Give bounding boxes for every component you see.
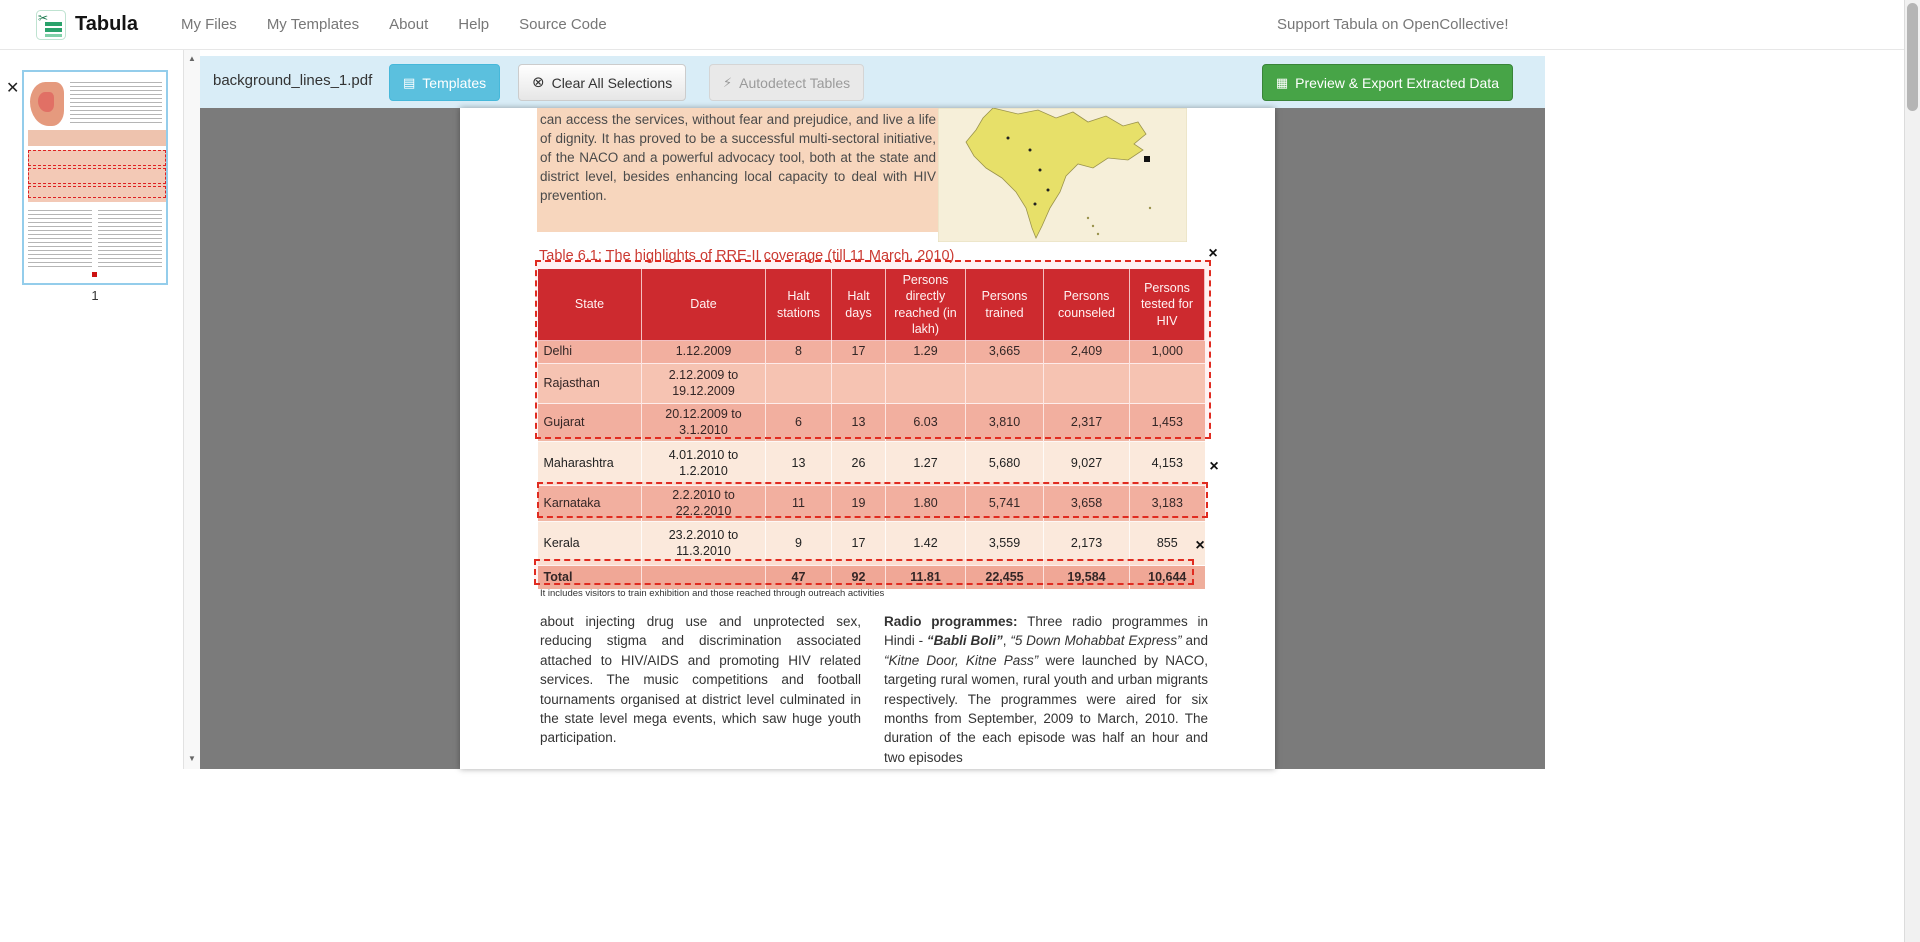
- table-cell: 3,183: [1130, 486, 1205, 522]
- nav-item-my-templates[interactable]: My Templates: [266, 16, 360, 33]
- thumbnail-selection-box: [28, 186, 166, 198]
- nav-item-my-files[interactable]: My Files: [180, 16, 237, 33]
- thumbnail-selection-dot: [92, 272, 97, 277]
- table-cell: Maharashtra: [538, 442, 642, 486]
- page-sidebar: [0, 50, 183, 769]
- templates-button-label: Templates: [422, 74, 487, 91]
- table-selection-region-1[interactable]: [535, 260, 1211, 439]
- document-filename: background_lines_1.pdf: [213, 72, 373, 89]
- table-cell: Total: [538, 566, 642, 589]
- table-row: [538, 442, 1205, 486]
- table-cell: 4.01.2010 to 1.2.2010: [642, 442, 766, 486]
- table-cell: Gujarat: [538, 404, 642, 442]
- selection-close-icon[interactable]: ×: [1209, 458, 1219, 475]
- thumbnail-map-image: [30, 82, 64, 126]
- table-cell: 47: [766, 566, 832, 589]
- table-cell: 11.81: [886, 566, 966, 589]
- table-cell: 855: [1130, 522, 1205, 566]
- table-cell: 13: [766, 442, 832, 486]
- support-link[interactable]: Support Tabula on OpenCollective!: [1277, 16, 1509, 33]
- thumbnail-text-column: [98, 210, 162, 268]
- text-segment: were launched by NACO, targeting rural women, rural youth and urban migrants respectively. The programmes were aired for six months from September, 2009 to March, 2010. The duration of the each episode was half an hour and two episodes: [884, 652, 1208, 765]
- body-text-left-column: about injecting drug use and unprotected sex, reducing stigma and discrimination associated attached to HIV/AIDS and promoting HIV related services. The music competitions and football tournaments organised at district level culminated in the state level mega events, which saw huge youth participation.: [540, 614, 861, 746]
- text-segment: “5 Down Mohabbat Express”: [1010, 633, 1182, 649]
- text-segment: ,: [1002, 633, 1011, 649]
- autodetect-tables-button[interactable]: [709, 64, 864, 101]
- table-header-cell: Persons tested for HIV: [1130, 269, 1205, 341]
- text-segment: “Kitne Door, Kitne Pass”: [884, 652, 1039, 668]
- pdf-viewer-canvas: [200, 108, 1545, 769]
- table-cell: 2.12.2009 to 19.12.2009: [642, 364, 766, 404]
- table-cell: 1,000: [1130, 341, 1205, 364]
- text-segment: “Babli Boli”: [926, 633, 1003, 649]
- table-cell: Rajasthan: [538, 364, 642, 404]
- table-cell: 1,453: [1130, 404, 1205, 442]
- nav-item-about[interactable]: About: [389, 16, 429, 33]
- svg-text:✂: ✂: [38, 10, 49, 25]
- table-caption: Table 6.1: The highlights of RRE-II coverage (till 11 March, 2010): [539, 248, 955, 264]
- table-header-cell: Halt days: [832, 269, 886, 341]
- table-header-cell: Halt stations: [766, 269, 832, 341]
- table-cell: 2,317: [1044, 404, 1130, 442]
- table-cell: 6.03: [886, 404, 966, 442]
- table-cell: 5,680: [966, 442, 1044, 486]
- navbar: [0, 0, 1920, 50]
- clear-button-label: Clear All Selections: [551, 74, 673, 91]
- text-segment: and: [1181, 633, 1208, 649]
- remove-page-button[interactable]: ✕: [6, 80, 20, 97]
- table-cell: 9: [766, 522, 832, 566]
- table-selection-region-2[interactable]: [537, 482, 1208, 518]
- body-text-right-column: [884, 612, 1208, 767]
- table-cell: 9,027: [1044, 442, 1130, 486]
- table-cell: 22,455: [966, 566, 1044, 589]
- thumbnail-selection-box: [28, 150, 166, 166]
- nav-item-source-code[interactable]: Source Code: [519, 16, 607, 33]
- table-header-cell: Persons directly reached (in lakh): [886, 269, 966, 341]
- export-button-label: Preview & Export Extracted Data: [1295, 74, 1499, 91]
- india-map-image: [938, 108, 1187, 242]
- table-cell: 23.2.2010 to 11.3.2010: [642, 522, 766, 566]
- text-segment: Radio programmes:: [884, 614, 1018, 629]
- thumbnail-pink-strip: [28, 130, 166, 146]
- sidebar-scrollbar[interactable]: [183, 50, 200, 769]
- thumbnail-selection-box: [28, 168, 166, 184]
- window-scrollbar[interactable]: [1904, 0, 1920, 942]
- table-cell: 2,173: [1044, 522, 1130, 566]
- nav-item-help[interactable]: Help: [458, 16, 490, 33]
- selection-close-icon[interactable]: ×: [1195, 537, 1205, 554]
- table-cell: 2,409: [1044, 341, 1130, 364]
- table-cell: 26: [832, 442, 886, 486]
- table-cell: 2.2.2010 to 22.2.2010: [642, 486, 766, 522]
- table-cell: 20.12.2009 to 3.1.2010: [642, 404, 766, 442]
- brand-title: Tabula: [75, 13, 138, 35]
- thumbnail-text-lines: [70, 82, 162, 126]
- table-cell: 4,153: [1130, 442, 1205, 486]
- table-cell: 1.29: [886, 341, 966, 364]
- table-header-cell: Date: [642, 269, 766, 341]
- table-cell: 3,559: [966, 522, 1044, 566]
- thumbnail-text-column: [28, 210, 92, 268]
- export-table-icon: ▦: [1275, 75, 1289, 90]
- thumbnail-table-region: [28, 150, 166, 202]
- table-cell: 1.12.2009: [642, 341, 766, 364]
- document-toolbar: [200, 56, 1545, 108]
- scroll-down-icon[interactable]: ▼: [188, 754, 196, 763]
- clear-all-selections-button[interactable]: [518, 64, 686, 101]
- table-cell: 10,644: [1130, 566, 1205, 589]
- table-cell: Kerala: [538, 522, 642, 566]
- intro-paragraph: can access the services, without fear and prejudice, and live a life of dignity. It has proved to be a successful multi-sectoral initiative, of the NACO and a powerful advocacy tool, both at the state and district level, besides enhancing local capacity to deal with HIV prevention.: [540, 112, 936, 203]
- table-cell: 19: [832, 486, 886, 522]
- autodetect-icon: ⚡: [723, 75, 733, 90]
- table-cell: 6: [766, 404, 832, 442]
- table-cell: 8: [766, 341, 832, 364]
- table-cell: Delhi: [538, 341, 642, 364]
- table-cell: 1.42: [886, 522, 966, 566]
- page-thumbnail[interactable]: [22, 70, 168, 285]
- templates-icon: ▤: [403, 75, 416, 90]
- templates-button[interactable]: [389, 64, 500, 101]
- table-cell: 5,741: [966, 486, 1044, 522]
- table-cell: 3,810: [966, 404, 1044, 442]
- scroll-up-icon[interactable]: ▲: [188, 54, 196, 63]
- table-cell: 1.80: [886, 486, 966, 522]
- table-selection-region-3[interactable]: [534, 559, 1194, 585]
- selection-close-icon[interactable]: ×: [1208, 245, 1218, 262]
- pdf-page[interactable]: [460, 108, 1275, 769]
- table-cell: 19,584: [1044, 566, 1130, 589]
- clear-selections-icon: ⊗: [532, 74, 545, 91]
- table-header-cell: State: [538, 269, 642, 341]
- table-footnote: It includes visitors to train exhibition and those reached through outreach activities: [540, 588, 885, 599]
- table-cell: 3,658: [1044, 486, 1130, 522]
- scrollbar-thumb[interactable]: [1907, 3, 1918, 111]
- table-header-cell: Persons trained: [966, 269, 1044, 341]
- table-header-cell: Persons counseled: [1044, 269, 1130, 341]
- table-cell: 1.27: [886, 442, 966, 486]
- text-segment: Three radio programmes in Hindi -: [884, 614, 1208, 649]
- table-cell: 13: [832, 404, 886, 442]
- table-cell: 3,665: [966, 341, 1044, 364]
- preview-export-button[interactable]: [1262, 64, 1513, 101]
- table-cell: 11: [766, 486, 832, 522]
- table-cell: Karnataka: [538, 486, 642, 522]
- page-number-label: 1: [91, 288, 99, 303]
- tabula-logo-icon: [36, 10, 66, 40]
- table-cell: 92: [832, 566, 886, 589]
- autodetect-button-label: Autodetect Tables: [739, 74, 851, 91]
- table-cell: 17: [832, 341, 886, 364]
- table-cell: 17: [832, 522, 886, 566]
